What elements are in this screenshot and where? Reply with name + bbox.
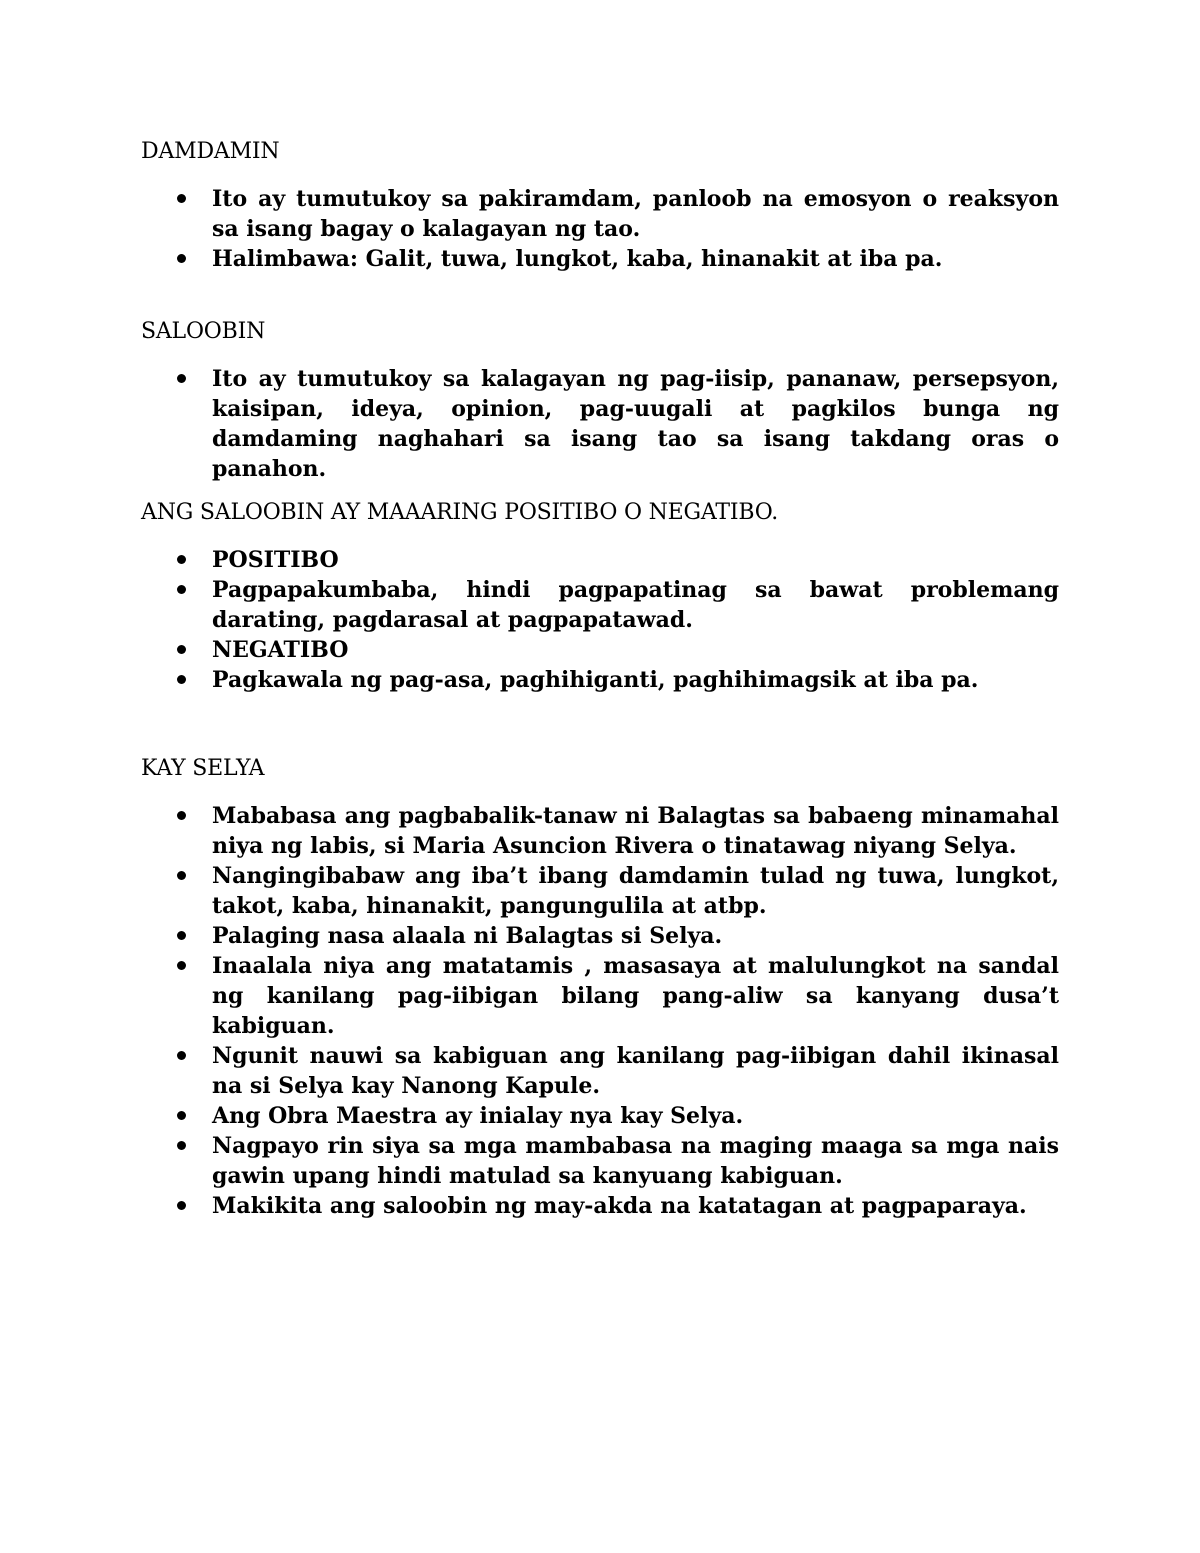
bullet-icon — [177, 931, 186, 940]
heading-positibo-negatibo: ANG SALOOBIN AY MAAARING POSITIBO O NEGATIBO. — [141, 500, 779, 525]
list-kay-selya — [141, 801, 1059, 1221]
list-item: Mababasa ang pagbabalik-tanaw ni Balagtas sa babaeng minamahal niya ng labis, si Maria Asuncion Rivera o tinatawag niyang Selya. — [141, 801, 1059, 861]
list-item: Palaging nasa alaala ni Balagtas si Selya. — [141, 921, 1059, 951]
bullet-icon — [177, 585, 186, 594]
bullet-icon — [177, 645, 186, 654]
bullet-icon — [177, 1111, 186, 1120]
list-item: Halimbawa: Galit, tuwa, lungkot, kaba, hinanakit at iba pa. — [141, 244, 1059, 274]
bullet-icon — [177, 1141, 186, 1150]
list-item: Ito ay tumutukoy sa pakiramdam, panloob na emosyon o reaksyon sa isang bagay o kalagayan ng tao. — [141, 184, 1059, 244]
bullet-icon — [177, 555, 186, 564]
bullet-icon — [177, 1051, 186, 1060]
document-page — [141, 137, 1059, 1221]
list-item: Pagkawala ng pag-asa, paghihiganti, paghihimagsik at iba pa. — [141, 665, 1059, 695]
list-item: NEGATIBO — [141, 635, 1059, 665]
list-item: Makikita ang saloobin ng may-akda na katatagan at pagpaparaya. — [141, 1191, 1059, 1221]
bullet-icon — [177, 675, 186, 684]
bullet-icon — [177, 374, 186, 383]
list-item: Ang Obra Maestra ay inialay nya kay Selya. — [141, 1101, 1059, 1131]
bullet-icon — [177, 961, 186, 970]
bullet-icon — [177, 1201, 186, 1210]
list-positibo-negatibo — [141, 545, 1059, 695]
list-item: Ngunit nauwi sa kabiguan ang kanilang pag-iibigan dahil ikinasal na si Selya kay Nanong Kapule. — [141, 1041, 1059, 1101]
bullet-icon — [177, 254, 186, 263]
heading-saloobin: SALOOBIN — [141, 319, 266, 344]
list-saloobin — [141, 364, 1059, 484]
bullet-icon — [177, 871, 186, 880]
list-item: Pagpapakumbaba, hindi pagpapatinag sa bawat problemang darating, pagdarasal at pagpapatawad. — [141, 575, 1059, 635]
list-item: POSITIBO — [141, 545, 1059, 575]
bullet-icon — [177, 811, 186, 820]
list-item: Inaalala niya ang matatamis , masasaya at malulungkot na sandal ng kanilang pag-iibigan bilang pang-aliw sa kanyang dusa’t kabiguan. — [141, 951, 1059, 1041]
heading-kay-selya: KAY SELYA — [141, 756, 265, 781]
bullet-icon — [177, 194, 186, 203]
heading-damdamin: DAMDAMIN — [141, 139, 280, 164]
list-item: Nagpayo rin siya sa mga mambabasa na maging maaga sa mga nais gawin upang hindi matulad sa kanyuang kabiguan. — [141, 1131, 1059, 1191]
list-damdamin — [141, 184, 1059, 274]
list-item: Nangingibabaw ang iba’t ibang damdamin tulad ng tuwa, lungkot, takot, kaba, hinanakit, pangungulila at atbp. — [141, 861, 1059, 921]
list-item: Ito ay tumutukoy sa kalagayan ng pag-iisip, pananaw, persepsyon, kaisipan, ideya, opinion, pag-uugali at pagkilos bunga ng damdaming naghahari sa isang tao sa isang takdang oras o panahon. — [141, 364, 1059, 484]
